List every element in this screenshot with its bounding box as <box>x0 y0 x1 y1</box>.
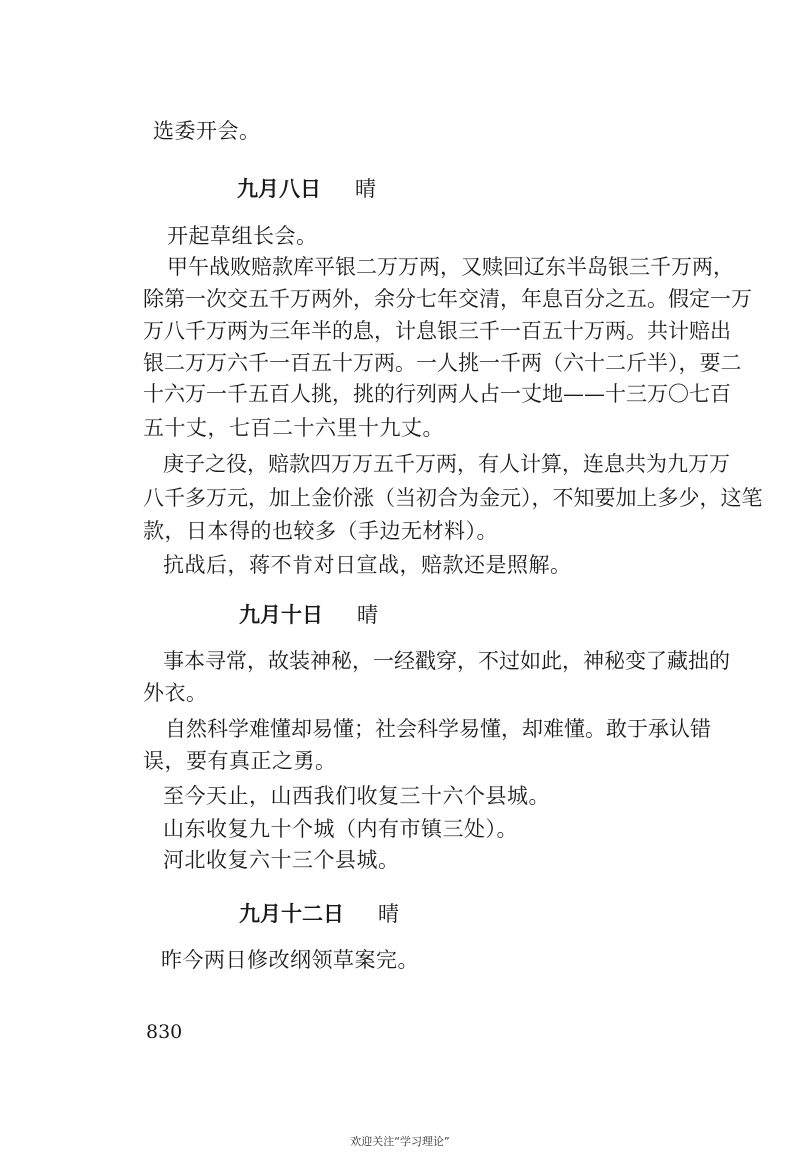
text-line: 十六万一千五百人挑，挑的行列两人占一丈地——十三万〇七百 <box>143 382 731 406</box>
text-line: 自然科学难懂却易懂；社会科学易懂，却难懂。敢于承认错 <box>165 717 711 741</box>
heading-date: 九月十二日 <box>239 902 344 926</box>
text-line: 抗战后，蒋不肯对日宣战，赔款还是照解。 <box>163 553 572 577</box>
text-line: 山东收复九十个城（内有市镇三处）。 <box>163 817 518 841</box>
text-line: 万八千万两为三年半的息，计息银三千一百五十万两。共计赔出 <box>143 319 731 343</box>
text-line: 误，要有真正之勇。 <box>143 749 337 773</box>
text-line: 除第一次交五千万两外，余分七年交清，年息百分之五。假定一万 <box>143 287 752 311</box>
text-line: 外衣。 <box>143 681 208 705</box>
text-line: 八千多万元，加上金价涨（当初合为金元），不知要加上多少，这笔 <box>143 486 763 510</box>
page-number: 830 <box>146 1021 183 1043</box>
heading-date: 九月十日 <box>239 603 323 627</box>
text-line: 款，日本得的也较多（手边无材料）。 <box>143 519 498 543</box>
text-line: 事本寻常，故装神秘，一经戳穿，不过如此，神秘变了藏拙的 <box>163 649 730 673</box>
text-line: 至今天止，山西我们收复三十六个县城。 <box>163 784 550 808</box>
date-heading <box>239 904 399 925</box>
text-line: 五十丈，七百二十六里十九丈。 <box>143 416 444 440</box>
text-line: 银二万万六千一百五十万两。一人挑一千两（六十二斤半），要二 <box>143 351 742 375</box>
date-heading <box>239 605 378 626</box>
text-line: 选委开会。 <box>153 119 261 143</box>
footer-watermark: 欢迎关注“学习理论” <box>350 1135 450 1148</box>
text-line: 庚子之役，赔款四万万五千万两，有人计算，连息共为九万万 <box>163 452 730 476</box>
heading-weather: 晴 <box>378 902 399 926</box>
date-heading <box>237 179 376 200</box>
heading-date: 九月八日 <box>237 177 321 201</box>
text-line: 昨今两日修改纲领草案完。 <box>161 948 419 972</box>
text-line: 甲午战败赔款库平银二万万两，又赎回辽东半岛银三千万两， <box>167 255 734 279</box>
heading-weather: 晴 <box>355 177 376 201</box>
text-line: 开起草组长会。 <box>167 224 318 248</box>
text-line: 河北收复六十三个县城。 <box>163 848 400 872</box>
heading-weather: 晴 <box>357 603 378 627</box>
